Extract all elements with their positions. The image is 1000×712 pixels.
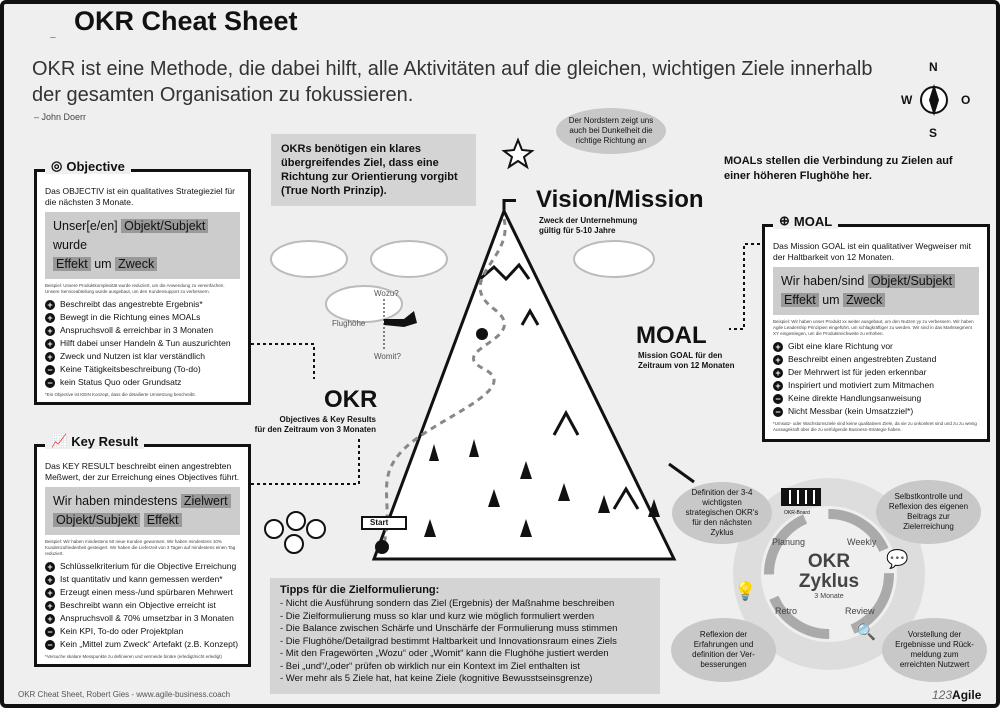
criteria-text: Bewegt in die Richtung eines MOALs xyxy=(60,312,201,322)
criteria-text: Keine direkte Handlungsanweisung xyxy=(788,393,922,403)
plus-icon: + xyxy=(773,342,783,352)
cycle-title xyxy=(779,552,879,602)
criteria-text: Gibt eine klare Richtung vor xyxy=(788,341,893,351)
formula-slot: Effekt xyxy=(781,293,819,307)
true-north-note: OKRs benötigen ein klares übergreifendes Ziel, dass eine Richtung zur Orientierung vorgibt (True North Prinzip). xyxy=(271,134,476,206)
criteria-text: Inspiriert und motiviert zum Mitmachen xyxy=(788,380,934,390)
criteria-text: Anspruchsvoll & 70% umsetzbar in 3 Monaten xyxy=(60,613,234,623)
minus-icon: − xyxy=(45,640,55,650)
lightbulb-icon: 💡 xyxy=(734,581,757,601)
objective-footnote: *Ein Objective ist KEIN Konzept, dass die detailierte Umsetzung beschreibt. xyxy=(45,392,196,397)
magnifier-icon: 🔍 xyxy=(856,624,876,641)
criteria-item xyxy=(45,573,240,586)
minus-icon: − xyxy=(45,365,55,375)
page-title: OKR Cheat Sheet xyxy=(34,6,306,37)
criteria-text: Keine Tätigkeitsbeschreibung (To-do) xyxy=(60,364,201,374)
tip-item: - Mit den Fragewörten „Wozu“ oder „Womit“ kann die Flughöhe justiert werden xyxy=(280,648,609,659)
formula-word: wurde xyxy=(53,238,88,252)
crosshair-icon: ⊕ xyxy=(779,213,790,228)
moal-sub2: Zeitraum von 12 Monaten xyxy=(638,361,735,370)
criteria-item xyxy=(45,560,240,573)
logo-num: 123 xyxy=(932,688,953,702)
criteria-text: Erzeugt einen mess-/und spürbaren Mehrwert xyxy=(60,587,233,597)
key-result-intro: Das KEY RESULT beschreibt einen angestrebten Meßwert, der zur Erreichung eines Objectives führt. xyxy=(45,461,240,482)
key-result-example: Beispiel: Wir haben mindestens 50 neue Kunden gewonnen. Wir haben mindestens 10% Kundenzufriedenheit gesteigert. Wir haben die Lieferzeit von 3 Tagen auf mindestens einen Tag reduziert. xyxy=(45,539,236,556)
criteria-item xyxy=(45,324,240,337)
criteria-item xyxy=(773,340,979,353)
footer-credit: OKR Cheat Sheet, Robert Gies - www.agile-business.coach xyxy=(18,690,231,699)
formula-slot: Objekt/Subjekt xyxy=(121,219,208,233)
formula-word: Unser[e/en] xyxy=(53,219,118,233)
plus-icon: + xyxy=(45,352,55,362)
key-result-card xyxy=(34,433,251,667)
plus-icon: + xyxy=(45,326,55,336)
criteria-text: Zweck und Nutzen ist klar verständlich xyxy=(60,351,206,361)
tip-item: - Die Flughöhe/Detailgrad bestimmt Haltbarkeit und Innovationsraum eines Ziels xyxy=(280,635,617,647)
objective-formula xyxy=(45,212,240,279)
criteria-item xyxy=(45,337,240,350)
plus-icon: + xyxy=(45,614,55,624)
vision-title: Vision/Mission xyxy=(536,186,704,213)
criteria-item xyxy=(45,363,240,376)
plus-icon: + xyxy=(45,588,55,598)
criteria-text: Kein KPI, To-do oder Projektplan xyxy=(60,626,184,636)
criteria-item xyxy=(45,350,240,363)
criteria-item xyxy=(773,353,979,366)
brand-logo xyxy=(932,688,981,702)
logo-word: Agile xyxy=(952,688,982,702)
stage-retro: Retro xyxy=(775,606,798,616)
criteria-item xyxy=(45,638,240,651)
tip-item: - Nicht die Ausführung sondern das Ziel (Ergebnis) der Maßnahme beschreiben xyxy=(280,598,615,609)
criteria-text: Der Mehrwert ist für jeden erkennbar xyxy=(788,367,927,377)
quote-author: – John Doerr xyxy=(34,112,87,122)
okr-sub2: für den Zeitraum von 3 Monaten xyxy=(254,425,376,434)
okr-sub1: Objectives & Key Results xyxy=(279,415,376,424)
tips-title: Tipps für die Zielformulierung: xyxy=(280,584,440,596)
formula-word: Wir haben/sind xyxy=(781,274,865,288)
tip-item: - Die Balance zwischen Schärfe und Unschärfe der Formulierung muss stimmen xyxy=(280,623,618,634)
moal-footnote: *Umsatz- oder Wachstumsziele sind keine qualitativen Ziele, da sie zu unkonkret sind und zu zu wenig Aussagekraft über die zu verfolgende Business-Strategie haben. xyxy=(773,421,977,432)
plus-icon: + xyxy=(773,368,783,378)
criteria-item xyxy=(773,366,979,379)
vision-sub1: Zweck der Unternehmung xyxy=(539,216,638,225)
okr-title: OKR xyxy=(324,386,378,413)
formula-slot: Zweck xyxy=(843,293,885,307)
criteria-text: Anspruchsvoll & erreichbar in 3 Monaten xyxy=(60,325,214,335)
tip-item: - Die Zielformulierung muss so klar und kurz wie möglich formuliert werden xyxy=(280,610,595,622)
criteria-text: Kein „Mittel zum Zweck“ Artefakt (z.B. Konzept) xyxy=(60,639,239,649)
tips-box xyxy=(270,578,660,694)
label-flughoehe: Flughöhe xyxy=(332,319,366,328)
formula-slot: Zweck xyxy=(115,257,157,271)
minus-icon: − xyxy=(45,627,55,637)
okr-board-label: OKR-Board xyxy=(784,510,810,516)
label-wozu: Wozu? xyxy=(374,289,399,298)
bubble-weekly: Selbstkontrolle und Reflexion des eigenen Beitrags zur Zielerreichung xyxy=(876,480,981,544)
chat-bubbles-icon: 💬 xyxy=(886,549,909,569)
criteria-item xyxy=(45,298,240,311)
label-womit: Womit? xyxy=(374,352,401,361)
moal-formula xyxy=(773,267,979,315)
criteria-text: Schlüsselkriterium für die Objective Erreichung xyxy=(60,561,237,571)
compass-s: S xyxy=(929,126,938,140)
objective-card xyxy=(34,158,251,405)
criteria-item xyxy=(773,392,979,405)
bubble-planung: Definition der 3-4 wichtigsten strategischen OKR's für den nächsten Zyklus xyxy=(672,482,772,544)
criteria-text: Beschreibt einen angestrebten Zustand xyxy=(788,354,937,364)
compass-o: O xyxy=(961,93,971,107)
tip-item: - Bei „und“/„oder“ prüfen ob wirklich nur ein Kontext im Ziel enthalten ist xyxy=(280,660,580,672)
moal-title: MOAL xyxy=(636,322,707,349)
cycle-title-2: Zyklus xyxy=(798,571,860,592)
plus-icon: + xyxy=(45,575,55,585)
key-result-formula xyxy=(45,487,240,535)
criteria-item xyxy=(45,625,240,638)
minus-icon: − xyxy=(773,407,783,417)
formula-word: um xyxy=(822,293,840,307)
objective-intro: Das OBJECTIV ist ein qualitatives Strategieziel für die nächsten 3 Monate. xyxy=(45,186,235,207)
cycle-duration: 3 Monate xyxy=(814,593,844,600)
formula-slot: Zielwert xyxy=(181,494,231,508)
tip-item: - Wer mehr als 5 Ziele hat, hat keine Ziele (kognitive Bewusstseinsgrenze) xyxy=(280,673,593,684)
criteria-item xyxy=(45,612,240,625)
moal-card xyxy=(762,213,990,442)
criteria-text: Beschreibt wann ein Objective erreicht ist xyxy=(60,600,216,610)
formula-slot: Effekt xyxy=(144,513,182,527)
criteria-text: Beschreibt das angestrebte Ergebnis* xyxy=(60,299,203,309)
stage-planung: Planung xyxy=(772,537,806,547)
quote: OKR ist eine Methode, die dabei hilft, alle Aktivitäten auf die gleichen, wichtigen Ziele innerhalb der gesamten Organisation zu fokussieren. xyxy=(32,58,873,106)
formula-word: um xyxy=(94,257,112,271)
plus-icon: + xyxy=(45,300,55,310)
plus-icon: + xyxy=(45,562,55,572)
criteria-item xyxy=(45,586,240,599)
vision-sub2: gültig für 5-10 Jahre xyxy=(539,226,616,235)
minus-icon: − xyxy=(45,378,55,388)
key-result-header: Key Result xyxy=(71,433,139,449)
plus-icon: + xyxy=(773,355,783,365)
plus-icon: + xyxy=(773,381,783,391)
chart-line-icon: 📈 xyxy=(51,433,68,448)
moal-intro: Das Mission GOAL ist ein qualitativer Wegweiser mit der Haltbarkeit von 12 Monaten. xyxy=(773,241,971,262)
plus-icon: + xyxy=(45,339,55,349)
target-icon: ◎ xyxy=(51,158,63,173)
plus-icon: + xyxy=(45,313,55,323)
criteria-item xyxy=(773,405,979,418)
bubble-retro: Reflexion der Erfahrungen und definition der Ver-besserungen xyxy=(671,618,776,682)
stage-weekly: Weekly xyxy=(847,537,877,547)
criteria-text: Hilft dabei unser Handeln & Tun auszurichten xyxy=(60,338,231,348)
compass-w: W xyxy=(901,93,913,107)
criteria-item xyxy=(45,599,240,612)
criteria-text: Nicht Messbar (kein Umsatzziel*) xyxy=(788,406,914,416)
compass-n: N xyxy=(929,60,938,74)
minus-icon: − xyxy=(773,394,783,404)
criteria-item xyxy=(45,311,240,324)
criteria-item xyxy=(773,379,979,392)
north-star-bubble: Der Nordstern zeigt uns auch bei Dunkelheit die richtige Richtung an xyxy=(556,108,666,154)
plus-icon: + xyxy=(45,601,55,611)
moal-example: Beispiel: Wir haben unser Produkt xx weiter ausgebaut, um den Nutzen yy zu verbessern. Wir haben Agile Leadership Prinzipien eingeführt, um schlagkräftiger zu werden. Wir sind in das Marktsegment XY eingestiegen, um die Produktreichweite zu erhöhen. xyxy=(773,319,974,336)
stage-review: Review xyxy=(845,606,875,616)
okr-board-icon xyxy=(781,488,821,506)
formula-slot: Objekt/Subjekt xyxy=(53,513,140,527)
criteria-text: kein Status Quo oder Grundsatz xyxy=(60,377,182,387)
moal-header: MOAL xyxy=(793,213,833,229)
formula-slot: Effekt xyxy=(53,257,91,271)
formula-word: Wir haben mindestens xyxy=(53,494,178,508)
objective-header: Objective xyxy=(66,158,125,174)
start-sign: Start xyxy=(370,518,389,527)
criteria-item xyxy=(45,376,240,389)
bubble-review: Vorstellung der Ergebnisse und Rück-meldung zum erreichten Nutzwert xyxy=(882,618,987,682)
objective-example: Beispiel: Unsere Produktkomplexität wurde reduziert, um die Anwendung zu vereinfachen. Unsere Serviceabteilung wurde ausgebaut, um den Kundensupport zu verbessern. xyxy=(45,283,225,294)
moals-note: MOALs stellen die Verbindung zu Zielen auf einer höheren Flughöhe her. xyxy=(724,155,953,182)
criteria-text: Ist quantitativ und kann gemessen werden* xyxy=(60,574,223,584)
cycle-title-1: OKR xyxy=(807,551,851,572)
moal-sub1: Mission GOAL für den xyxy=(638,351,723,360)
key-result-footnote: *Versuche skalare Messpunkte zu definieren und vermeide binäre (erledigt/nicht erledigt) xyxy=(45,654,222,659)
formula-slot: Objekt/Subjekt xyxy=(868,274,955,288)
